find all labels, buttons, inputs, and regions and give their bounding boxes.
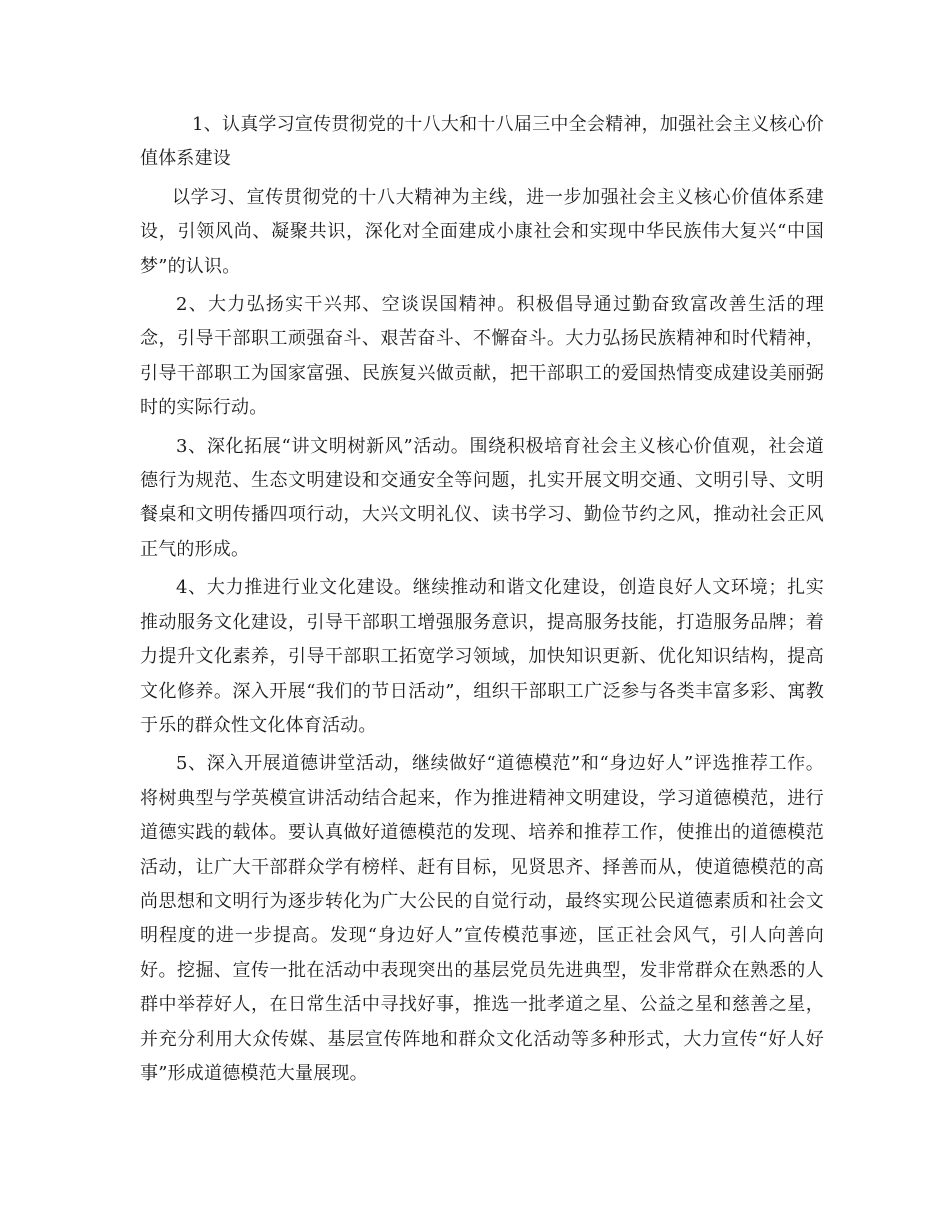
paragraph-core-values: 以学习、宣传贯彻党的十八大精神为主线，进一步加强社会主义核心价值体系建设，引领风尚、凝聚共识，深化对全面建成小康社会和实现中华民族伟大复兴“中国梦”的认识。 bbox=[140, 186, 824, 277]
paragraph-3: 3、深化拓展“讲文明树新风”活动。围绕积极培育社会主义核心价值观，社会道德行为规范、生态文明建设和交通安全等问题，扎实开展文明交通、文明引导、文明餐桌和文明传播四项行动，大兴文明礼仪、读书学习、勤俭节约之风，推动社会正风正气的形成。 bbox=[140, 435, 824, 560]
document-body bbox=[140, 108, 824, 1095]
paragraph-1-heading: 1、认真学习宣传贯彻党的十八大和十八届三中全会精神，加强社会主义核心价值体系建设 bbox=[140, 114, 824, 170]
paragraph-2: 2、大力弘扬实干兴邦、空谈误国精神。积极倡导通过勤奋致富改善生活的理念，引导干部职工顽强奋斗、艰苦奋斗、不懈奋斗。大力弘扬民族精神和时代精神，引导干部职工为国家富强、民族复兴做贡献，把干部职工的爱国热情变成建设美丽弼时的实际行动。 bbox=[140, 294, 824, 419]
paragraph-5: 5、深入开展道德讲堂活动，继续做好“道德模范”和“身边好人”评选推荐工作。将树典型与学英模宣讲活动结合起来，作为推进精神文明建设，学习道德模范，进行道德实践的载体。要认真做好道德模范的发现、培养和推荐工作，使推出的道德模范活动，让广大干部群众学有榜样、赶有目标，见贤思齐、择善而从，使道德模范的高尚思想和文明行为逐步转化为广大公民的自觉行动，最终实现公民道德素质和社会文明程度的进一步提高。发现“身边好人”宣传模范事迹，匡正社会风气，引人向善向好。挖掘、宣传一批在活动中表现突出的基层党员先进典型，发非常群众在熟悉的人群中举荐好人，在日常生活中寻找好事，推选一批孝道之星、公益之星和慈善之星，并充分利用大众传媒、基层宣传阵地和群众文化活动等多种形式，大力宣传“好人好事”形成道德模范大量展现。 bbox=[140, 753, 824, 1084]
paragraph-4: 4、大力推进行业文化建设。继续推动和谐文化建设，创造良好人文环境；扎实推动服务文化建设，引导干部职工增强服务意识，提高服务技能，打造服务品牌；着力提升文化素养，引导干部职工拓宽学习领域，加快知识更新、优化知识结构，提高文化修养。深入开展“我们的节日活动”，组织干部职工广泛参与各类丰富多彩、寓教于乐的群众性文化体育活动。 bbox=[140, 577, 824, 736]
